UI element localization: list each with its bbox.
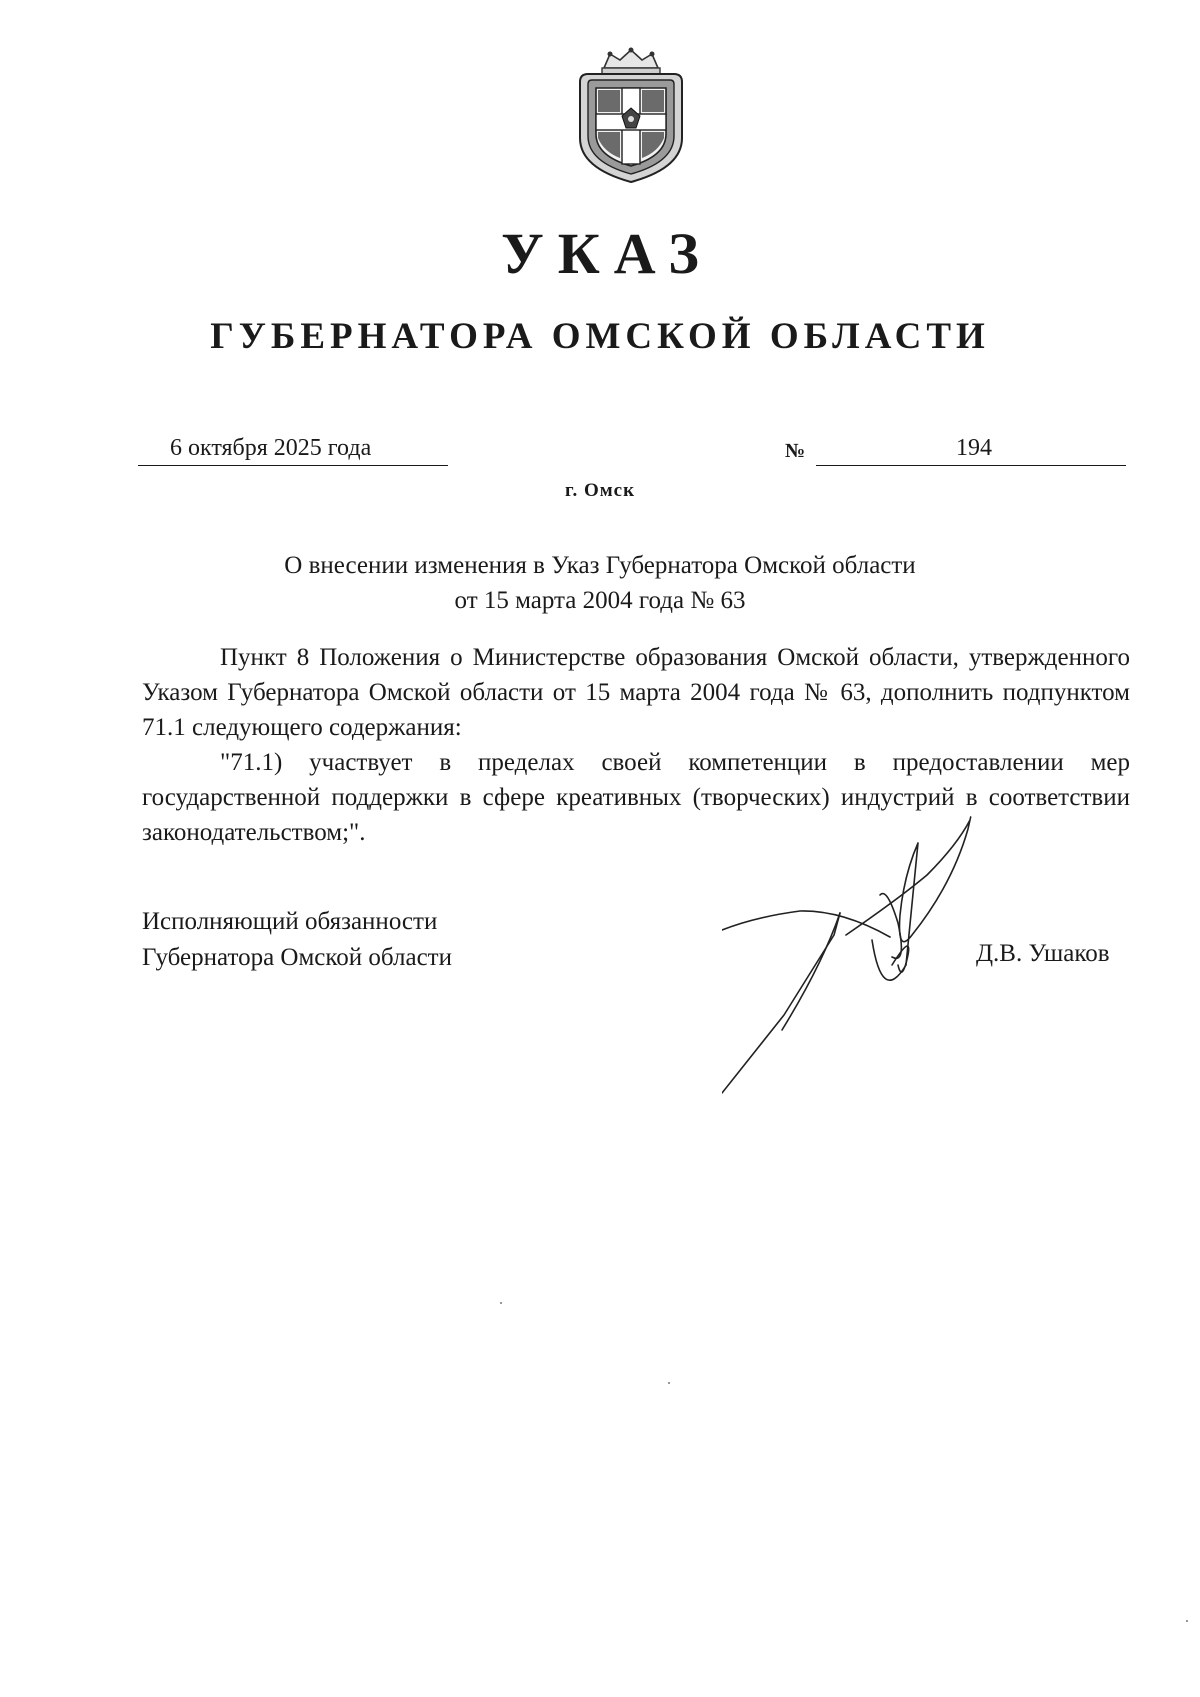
number-field bbox=[816, 433, 1126, 466]
signatory-role-line: Губернатора Омской области bbox=[142, 944, 452, 971]
signatory-position bbox=[142, 904, 452, 976]
decree-date: 6 октября 2025 года bbox=[170, 435, 372, 461]
scan-speck bbox=[1186, 1620, 1188, 1622]
decree-subject bbox=[200, 548, 1000, 618]
decree-number: 194 bbox=[956, 435, 992, 461]
body-paragraph: "71.1) участвует в пределах своей компетенции в предоставлении мер государственной поддержки в сфере креативных (творческих) индустрий в соответствии законодательством;". bbox=[142, 749, 1130, 846]
city-label: г. Омск bbox=[564, 480, 636, 501]
number-sign: № bbox=[785, 440, 806, 462]
document-subtitle: ГУБЕРНАТОРА ОМСКОЙ ОБЛАСТИ bbox=[210, 316, 990, 357]
date-field bbox=[138, 433, 448, 466]
subject-line: О внесении изменения в Указ Губернатора Омской области bbox=[284, 552, 916, 579]
coat-of-arms-icon bbox=[574, 46, 688, 186]
body-paragraph: Пункт 8 Положения о Министерстве образования Омской области, утвержденного Указом Губернатора Омской области от 15 марта 2004 года № 63, дополнить подпунктом 71.1 следующего содержания: bbox=[142, 644, 1130, 741]
subject-line: от 15 марта 2004 года № 63 bbox=[454, 587, 746, 614]
scan-speck bbox=[668, 1382, 670, 1384]
scan-speck bbox=[500, 1302, 502, 1304]
signatory-role-line: Исполняющий обязанности bbox=[142, 908, 438, 935]
document-title: УКАЗ bbox=[501, 221, 713, 286]
signatory-name: Д.В. Ушаков bbox=[976, 940, 1110, 967]
